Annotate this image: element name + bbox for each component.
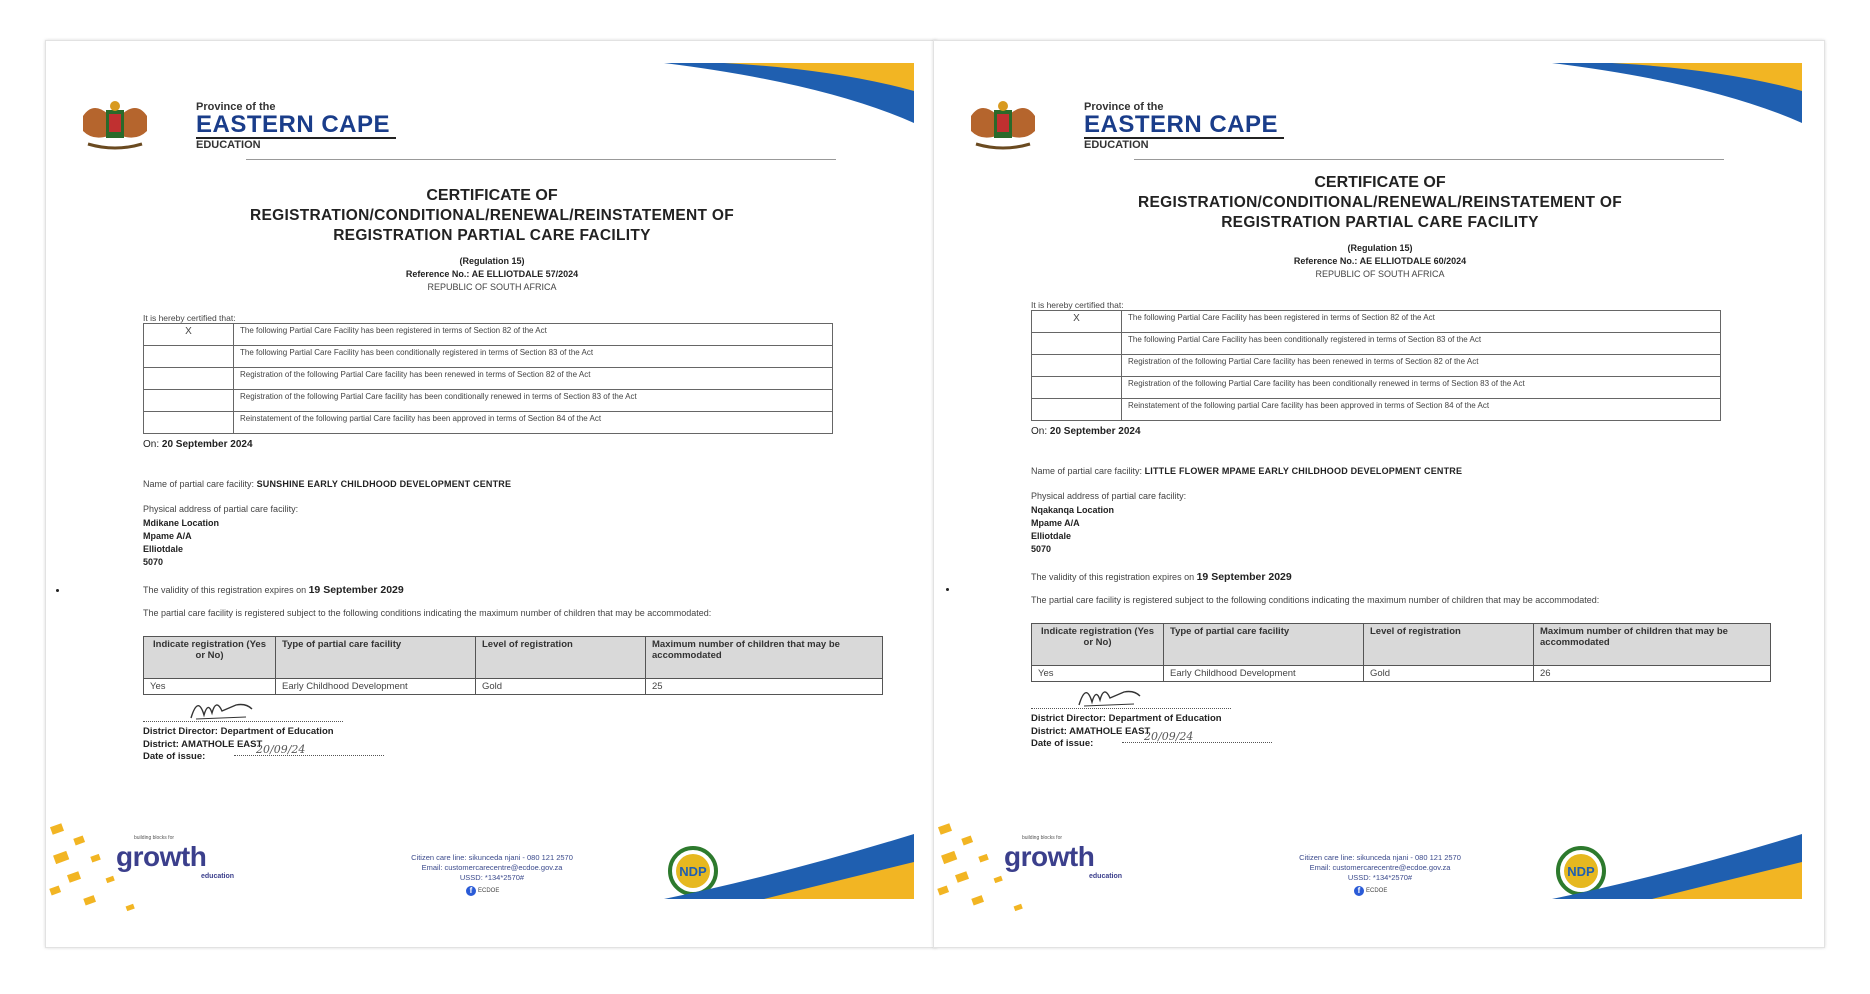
empty-mark [1032, 333, 1122, 355]
column-header: Level of registration [1364, 624, 1534, 666]
table-row [144, 390, 833, 412]
country: REPUBLIC OF SOUTH AFRICA [427, 282, 557, 292]
contact-ussd: USSD: *134*2570# [1347, 873, 1413, 882]
certified-intro: It is hereby certified that: [1031, 300, 1124, 310]
option-text: The following Partial Care Facility has been conditionally registered in terms of Section 83 of the Act [1122, 333, 1721, 355]
contact-email: Email: customercarecentre@ecdoe.gov.za [1309, 863, 1451, 872]
selected-mark: X [144, 324, 234, 346]
on-date-value: 20 September 2024 [161, 439, 253, 450]
empty-mark [144, 412, 234, 434]
physical-address [143, 517, 219, 569]
issue-label: Date of issue: [143, 751, 206, 762]
table-row [1032, 355, 1721, 377]
bottom-swoosh-graphic [664, 834, 914, 899]
table-row [1032, 333, 1721, 355]
contact-line: Citizen care line: sikunceda njani - 080 121 2570 [411, 853, 573, 862]
registration-type-table [1031, 310, 1721, 421]
table-row [144, 346, 833, 368]
table-row [1032, 399, 1721, 421]
signature-graphic [186, 693, 256, 723]
district-name: District: AMATHOLE EAST [1031, 725, 1151, 737]
certificate-title-line2: REGISTRATION/CONDITIONAL/RENEWAL/REINSTATEMENT OF [1138, 194, 1622, 211]
director-title: District Director: Department of Education [1031, 713, 1222, 724]
capacity-table [143, 636, 883, 695]
column-header: Level of registration [476, 637, 646, 679]
table-header-row [1032, 624, 1771, 666]
column-header: Indicate registration (Yes or No) [144, 637, 276, 679]
address-line: Nqakanqa Location [1031, 505, 1115, 515]
table-cell: Yes [144, 679, 276, 695]
certificate-title: CERTIFICATE OF [426, 187, 558, 204]
facebook-icon: f [1354, 886, 1364, 896]
selected-mark: X [1032, 311, 1122, 333]
column-header: Maximum number of children that may be accommodated [1534, 624, 1771, 666]
ndp-label: NDP [1567, 864, 1595, 879]
issue-date-line [1122, 742, 1272, 743]
growth-subtitle: education [201, 873, 235, 880]
signature-line [1031, 708, 1231, 709]
table-cell: Gold [1364, 666, 1534, 682]
department-name: EDUCATION [196, 139, 261, 151]
regulation: (Regulation 15) [459, 256, 525, 266]
reference-number: Reference No.: AE ELLIOTDALE 57/2024 [405, 269, 579, 279]
table-cell: Yes [1032, 666, 1164, 682]
address-line: Mdikane Location [143, 518, 220, 528]
growth-logo: growth [1004, 841, 1095, 872]
validity-label: The validity of this registration expires on [1031, 572, 1195, 582]
conditions-text: The partial care facility is registered subject to the following conditions indicating the maximum number of children that may be accommodated: [143, 608, 712, 618]
table-cell: 25 [646, 679, 883, 695]
margin-dot [946, 588, 949, 591]
reference-number: Reference No.: AE ELLIOTDALE 60/2024 [1293, 256, 1467, 266]
expiry-date: 19 September 2029 [1196, 571, 1292, 583]
conditions-text: The partial care facility is registered subject to the following conditions indicating the maximum number of children that may be accommodated: [1031, 595, 1600, 605]
option-text: Reinstatement of the following partial Care facility has been approved in terms of Section 84 of the Act [1122, 399, 1721, 421]
table-cell: 26 [1534, 666, 1771, 682]
capacity-table [1031, 623, 1771, 682]
expiry-date: 19 September 2029 [308, 584, 404, 596]
ndp-label: NDP [679, 864, 707, 879]
column-header: Type of partial care facility [276, 637, 476, 679]
facility-label: Name of partial care facility: [143, 479, 255, 489]
contact-ussd: USSD: *134*2570# [459, 873, 525, 882]
margin-dot [56, 589, 59, 592]
issue-label: Date of issue: [1031, 738, 1094, 749]
empty-mark [144, 346, 234, 368]
contact-email: Email: customercarecentre@ecdoe.gov.za [421, 863, 563, 872]
option-text: Registration of the following Partial Care facility has been conditionally renewed in terms of Section 83 of the Act [234, 390, 833, 412]
option-text: Reinstatement of the following partial Care facility has been approved in terms of Section 84 of the Act [234, 412, 833, 434]
address-label: Physical address of partial care facility: [1031, 491, 1187, 501]
validity-label: The validity of this registration expires on [143, 585, 307, 595]
address-label: Physical address of partial care facility: [143, 504, 299, 514]
address-line: Mpame A/A [143, 531, 192, 541]
address-line: Mpame A/A [1031, 518, 1080, 528]
option-text: Registration of the following Partial Care facility has been renewed in terms of Section 82 of the Act [1122, 355, 1721, 377]
table-row [144, 324, 833, 346]
on-date [1031, 426, 1141, 437]
coat-of-arms-icon [78, 96, 152, 154]
empty-mark [1032, 355, 1122, 377]
certificate-title: CERTIFICATE OF [1314, 174, 1446, 191]
table-row [144, 412, 833, 434]
province-name: EASTERN CAPE [196, 111, 391, 138]
contact-line: Citizen care line: sikunceda njani - 080 121 2570 [1299, 853, 1461, 862]
signature-graphic [1074, 680, 1144, 710]
issue-date-line [234, 755, 384, 756]
physical-address [1031, 504, 1114, 556]
coat-of-arms-icon [966, 96, 1040, 154]
column-header: Indicate registration (Yes or No) [1032, 624, 1164, 666]
table-header-row [144, 637, 883, 679]
address-line: Elliotdale [143, 544, 184, 554]
certificate-title-line3: REGISTRATION PARTIAL CARE FACILITY [333, 227, 651, 244]
province-line: Province of the [196, 101, 276, 113]
address-line: 5070 [1031, 544, 1052, 554]
corner-swoosh-graphic [1552, 63, 1802, 133]
option-text: The following Partial Care Facility has been conditionally registered in terms of Section 83 of the Act [234, 346, 833, 368]
social-name: ECDOE [1366, 888, 1388, 894]
corner-swoosh-graphic [664, 63, 914, 133]
certificate-little-flower [933, 40, 1825, 948]
empty-mark [1032, 377, 1122, 399]
facility-name-row [1031, 466, 1462, 476]
growth-subtitle: education [1089, 873, 1123, 880]
validity-row [1031, 571, 1292, 583]
validity-row [143, 584, 404, 596]
table-cell: Early Childhood Development [1164, 666, 1364, 682]
option-text: The following Partial Care Facility has been registered in terms of Section 82 of the Act [1122, 311, 1721, 333]
on-date-value: 20 September 2024 [1049, 426, 1141, 437]
facility-name-row [143, 479, 511, 489]
social-handle [466, 886, 499, 896]
table-row [144, 368, 833, 390]
column-header: Maximum number of children that may be accommodated [646, 637, 883, 679]
facility-name: SUNSHINE EARLY CHILDHOOD DEVELOPMENT CENTRE [256, 479, 512, 489]
certificate-title-line3: REGISTRATION PARTIAL CARE FACILITY [1221, 214, 1539, 231]
regulation: (Regulation 15) [1347, 243, 1413, 253]
province-line: Province of the [1084, 101, 1164, 113]
certificate-sunshine [45, 40, 937, 948]
growth-tagline: building blocks for [1022, 835, 1063, 841]
table-cell: Gold [476, 679, 646, 695]
option-text: Registration of the following Partial Care facility has been renewed in terms of Section 82 of the Act [234, 368, 833, 390]
table-cell: Early Childhood Development [276, 679, 476, 695]
province-name: EASTERN CAPE [1084, 111, 1279, 138]
department-name: EDUCATION [1084, 139, 1149, 151]
column-header: Type of partial care facility [1164, 624, 1364, 666]
header-divider [246, 159, 836, 160]
on-label: On: [1031, 426, 1048, 437]
issue-date: 20/09/24 [256, 743, 306, 756]
table-row [1032, 311, 1721, 333]
facility-name: LITTLE FLOWER MPAME EARLY CHILDHOOD DEVELOPMENT CENTRE [1144, 466, 1463, 476]
empty-mark [1032, 399, 1122, 421]
growth-logo: growth [116, 841, 207, 872]
registration-type-table [143, 323, 833, 434]
certificate-title-line2: REGISTRATION/CONDITIONAL/RENEWAL/REINSTATEMENT OF [250, 207, 734, 224]
director-title: District Director: Department of Education [143, 726, 334, 737]
bottom-swoosh-graphic [1552, 834, 1802, 899]
social-handle [1354, 886, 1387, 896]
facility-label: Name of partial care facility: [1031, 466, 1143, 476]
option-text: The following Partial Care Facility has been registered in terms of Section 82 of the Act [234, 324, 833, 346]
district-name: District: AMATHOLE EAST [143, 738, 263, 750]
option-text: Registration of the following Partial Care facility has been conditionally renewed in terms of Section 83 of the Act [1122, 377, 1721, 399]
on-date [143, 439, 253, 450]
issue-date: 20/09/24 [1144, 730, 1194, 743]
empty-mark [144, 368, 234, 390]
table-row [1032, 377, 1721, 399]
growth-tagline: building blocks for [134, 835, 175, 841]
on-label: On: [143, 439, 160, 450]
country: REPUBLIC OF SOUTH AFRICA [1315, 269, 1445, 279]
social-name: ECDOE [478, 888, 500, 894]
address-line: 5070 [143, 557, 164, 567]
empty-mark [144, 390, 234, 412]
facebook-icon: f [466, 886, 476, 896]
header-divider [1134, 159, 1724, 160]
address-line: Elliotdale [1031, 531, 1072, 541]
certified-intro: It is hereby certified that: [143, 313, 236, 323]
signature-line [143, 721, 343, 722]
